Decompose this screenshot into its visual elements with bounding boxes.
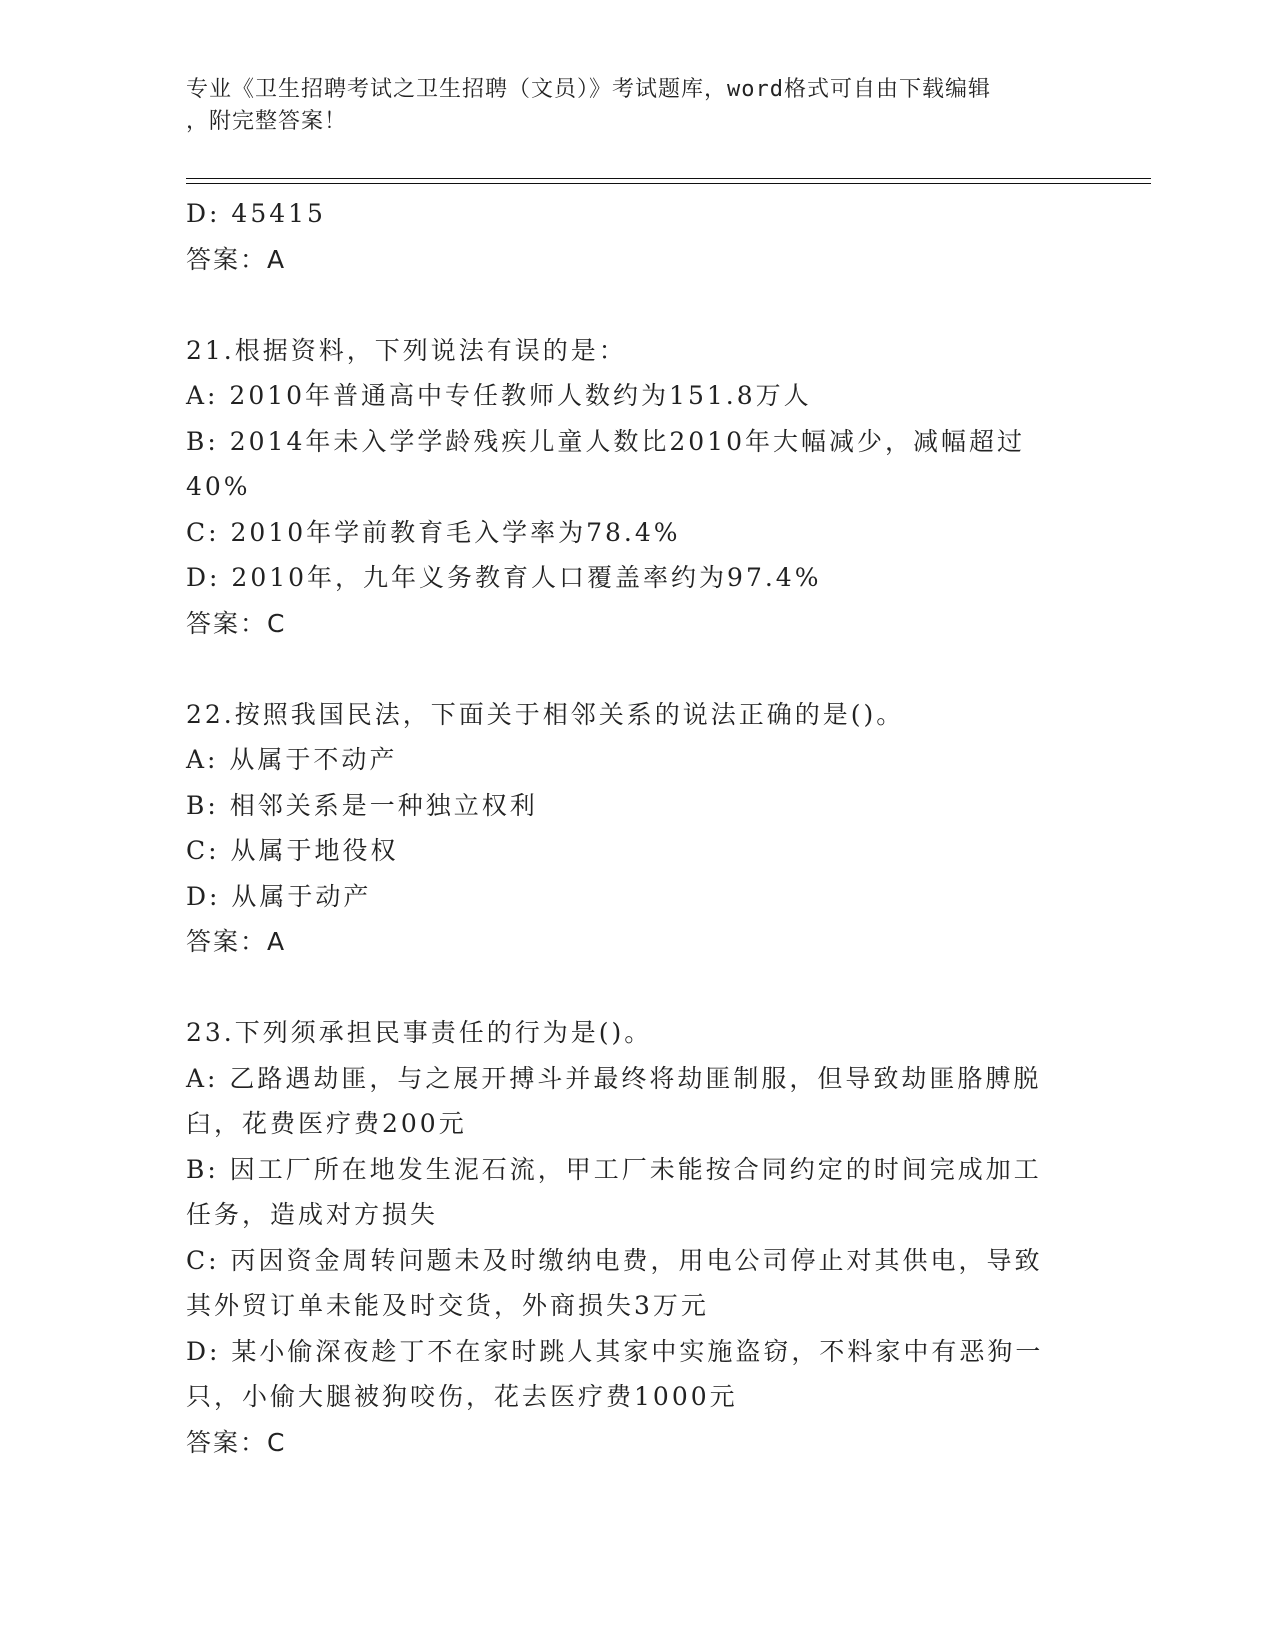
spacer [186, 282, 1086, 328]
question-22 [186, 692, 1086, 965]
question-23 [186, 1010, 1086, 1465]
option-line: D: 某小偷深夜趁丁不在家时跳人其家中实施盗窃，不料家中有恶狗一 [186, 1336, 1044, 1366]
option-line: A: 从属于不动产 [186, 745, 398, 774]
question-content [186, 191, 1086, 1465]
option-line: 其外贸订单未能及时交货，外商损失3万元 [186, 1291, 709, 1320]
previous-answer: 答案：A [186, 244, 287, 274]
option-line: 臼，花费医疗费200元 [186, 1109, 467, 1138]
option-line: D: 从属于动产 [186, 881, 372, 911]
header-divider-bottom [186, 183, 1151, 184]
option-line: C: 2010年学前教育毛入学率为78.4% [186, 517, 681, 547]
question-stem: 21.根据资料，下列说法有误的是： [186, 335, 627, 365]
option-line: B: 相邻关系是一种独立权利 [186, 790, 538, 820]
option-line: 只，小偷大腿被狗咬伤，花去医疗费1000元 [186, 1382, 738, 1411]
header-line-2: ，附完整答案！ [186, 109, 348, 134]
option-line: 40% [186, 472, 251, 501]
answer-line: 答案：C [186, 1427, 287, 1457]
option-line: A: 乙路遇劫匪，与之展开搏斗并最终将劫匪制服，但导致劫匪胳膊脱 [186, 1063, 1042, 1093]
previous-option-d: D: 45415 [186, 199, 326, 228]
spacer [186, 646, 1086, 692]
option-line: A: 2010年普通高中专任教师人数约为151.8万人 [186, 381, 812, 410]
option-line: B: 因工厂所在地发生泥石流，甲工厂未能按合同约定的时间完成加工 [186, 1154, 1042, 1184]
question-21 [186, 328, 1086, 647]
option-line: 任务，造成对方损失 [186, 1200, 439, 1229]
option-line: C: 从属于地役权 [186, 836, 399, 865]
question-stem: 23.下列须承担民事责任的行为是()。 [186, 1018, 653, 1047]
option-line: C: 丙因资金周转问题未及时缴纳电费，用电公司停止对其供电，导致 [186, 1245, 1043, 1275]
answer-line: 答案：C [186, 608, 287, 638]
header-line-1: 专业《卫生招聘考试之卫生招聘（文员）》考试题库，word格式可自由下载编辑 [186, 77, 991, 102]
spacer [186, 965, 1086, 1011]
option-line: B: 2014年未入学学龄残疾儿童人数比2010年大幅减少，减幅超过 [186, 426, 1025, 456]
question-stem: 22.按照我国民法，下面关于相邻关系的说法正确的是()。 [186, 699, 905, 729]
header-divider-top [186, 178, 1151, 179]
document-header [186, 74, 1066, 138]
answer-line: 答案：A [186, 927, 287, 956]
option-line: D: 2010年，九年义务教育人口覆盖率约为97.4% [186, 563, 822, 592]
